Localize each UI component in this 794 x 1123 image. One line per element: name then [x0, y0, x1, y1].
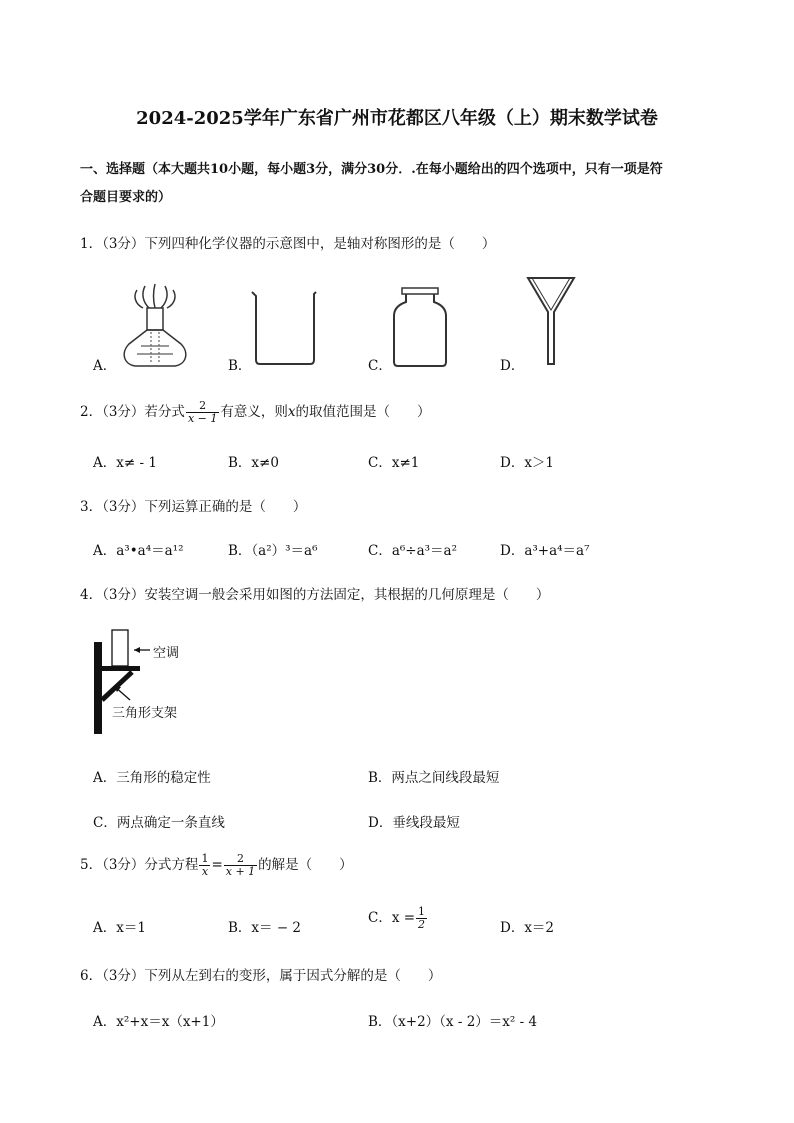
- q5-option-c: C．x = $\frac{1}{2}$: [368, 905, 426, 931]
- q5-option-b: B．x＝ − 2: [228, 920, 302, 936]
- alcohol-lamp-icon: [115, 282, 195, 372]
- q6-option-b: B．（x+2）（x - 2）＝x² - 4: [368, 1014, 538, 1030]
- q4-option-a: A．三角形的稳定性: [93, 770, 211, 786]
- question-4-stem: 4．（3分）安装空调一般会采用如图的方法固定，其根据的几何原理是（ ）: [80, 587, 550, 603]
- q4-option-c: C．两点确定一条直线: [93, 815, 225, 831]
- q6-option-a: A．x²+x＝x（x+1）: [93, 1014, 224, 1030]
- beaker-icon: [250, 288, 320, 368]
- question-5-stem: 5．（3分）分式方程 $\frac{1}{x}$ = $\frac{2}{x + 1}$ 的解是（ ）: [80, 852, 353, 878]
- q1-option-a: A．: [93, 358, 117, 374]
- reagent-bottle-icon: [390, 286, 450, 368]
- q1-option-d: D．: [500, 358, 525, 374]
- figure-label-bracket: 三角形支架: [112, 706, 178, 721]
- q2-option-b: B．x≠0: [228, 455, 279, 471]
- q2-option-a: A．x≠ - 1: [93, 455, 157, 471]
- q5-option-a: A．x＝1: [93, 920, 146, 936]
- section-heading-cont: 合题目要求的）: [80, 190, 172, 205]
- q3-option-c: C．a⁶÷a³＝a²: [368, 543, 458, 559]
- funnel-icon: [526, 276, 576, 368]
- q2-fraction: $\frac{2}{x - 1}$: [187, 399, 218, 425]
- q1-option-c: C．: [368, 358, 392, 374]
- q2-option-c: C．x≠1: [368, 455, 420, 471]
- q3-option-b: B．（a²）³＝a⁶: [228, 543, 318, 559]
- question-6-stem: 6．（3分）下列从左到右的变形，属于因式分解的是（ ）: [80, 968, 442, 984]
- q3-option-a: A．a³•a⁴＝a¹²: [93, 543, 184, 559]
- question-1-stem: 1．（3分）下列四种化学仪器的示意图中，是轴对称图形的是（ ）: [80, 236, 496, 252]
- q3-option-d: D．a³+a⁴＝a⁷: [500, 543, 590, 559]
- q4-option-b: B．两点之间线段最短: [368, 770, 500, 786]
- q1-option-b: B．: [228, 358, 252, 374]
- figure-label-ac: 空调: [153, 646, 180, 661]
- air-conditioner-bracket-figure: [90, 626, 200, 738]
- q5-rhs-fraction: $\frac{2}{x + 1}$: [225, 852, 256, 878]
- section-heading: 一、选择题（本大题共10小题，每小题3分，满分30分．.在每小题给出的四个选项中，只有一项是符: [80, 162, 663, 177]
- q5-lhs-fraction: $\frac{1}{x}$: [201, 852, 209, 878]
- question-3-stem: 3．（3分）下列运算正确的是（ ）: [80, 499, 307, 515]
- q5-option-d: D．x＝2: [500, 920, 555, 936]
- page-title: 2024-2025学年广东省广州市花都区八年级（上）期末数学试卷: [136, 108, 658, 129]
- q2-option-d: D．x＞1: [500, 455, 555, 471]
- q4-option-d: D．垂线段最短: [368, 815, 460, 831]
- q5-optc-fraction: $\frac{1}{2}$: [418, 905, 426, 931]
- question-2-stem: 2．（3分）若分式 $\frac{2}{x - 1}$ 有意义，则x的取值范围是（ ）: [80, 399, 431, 425]
